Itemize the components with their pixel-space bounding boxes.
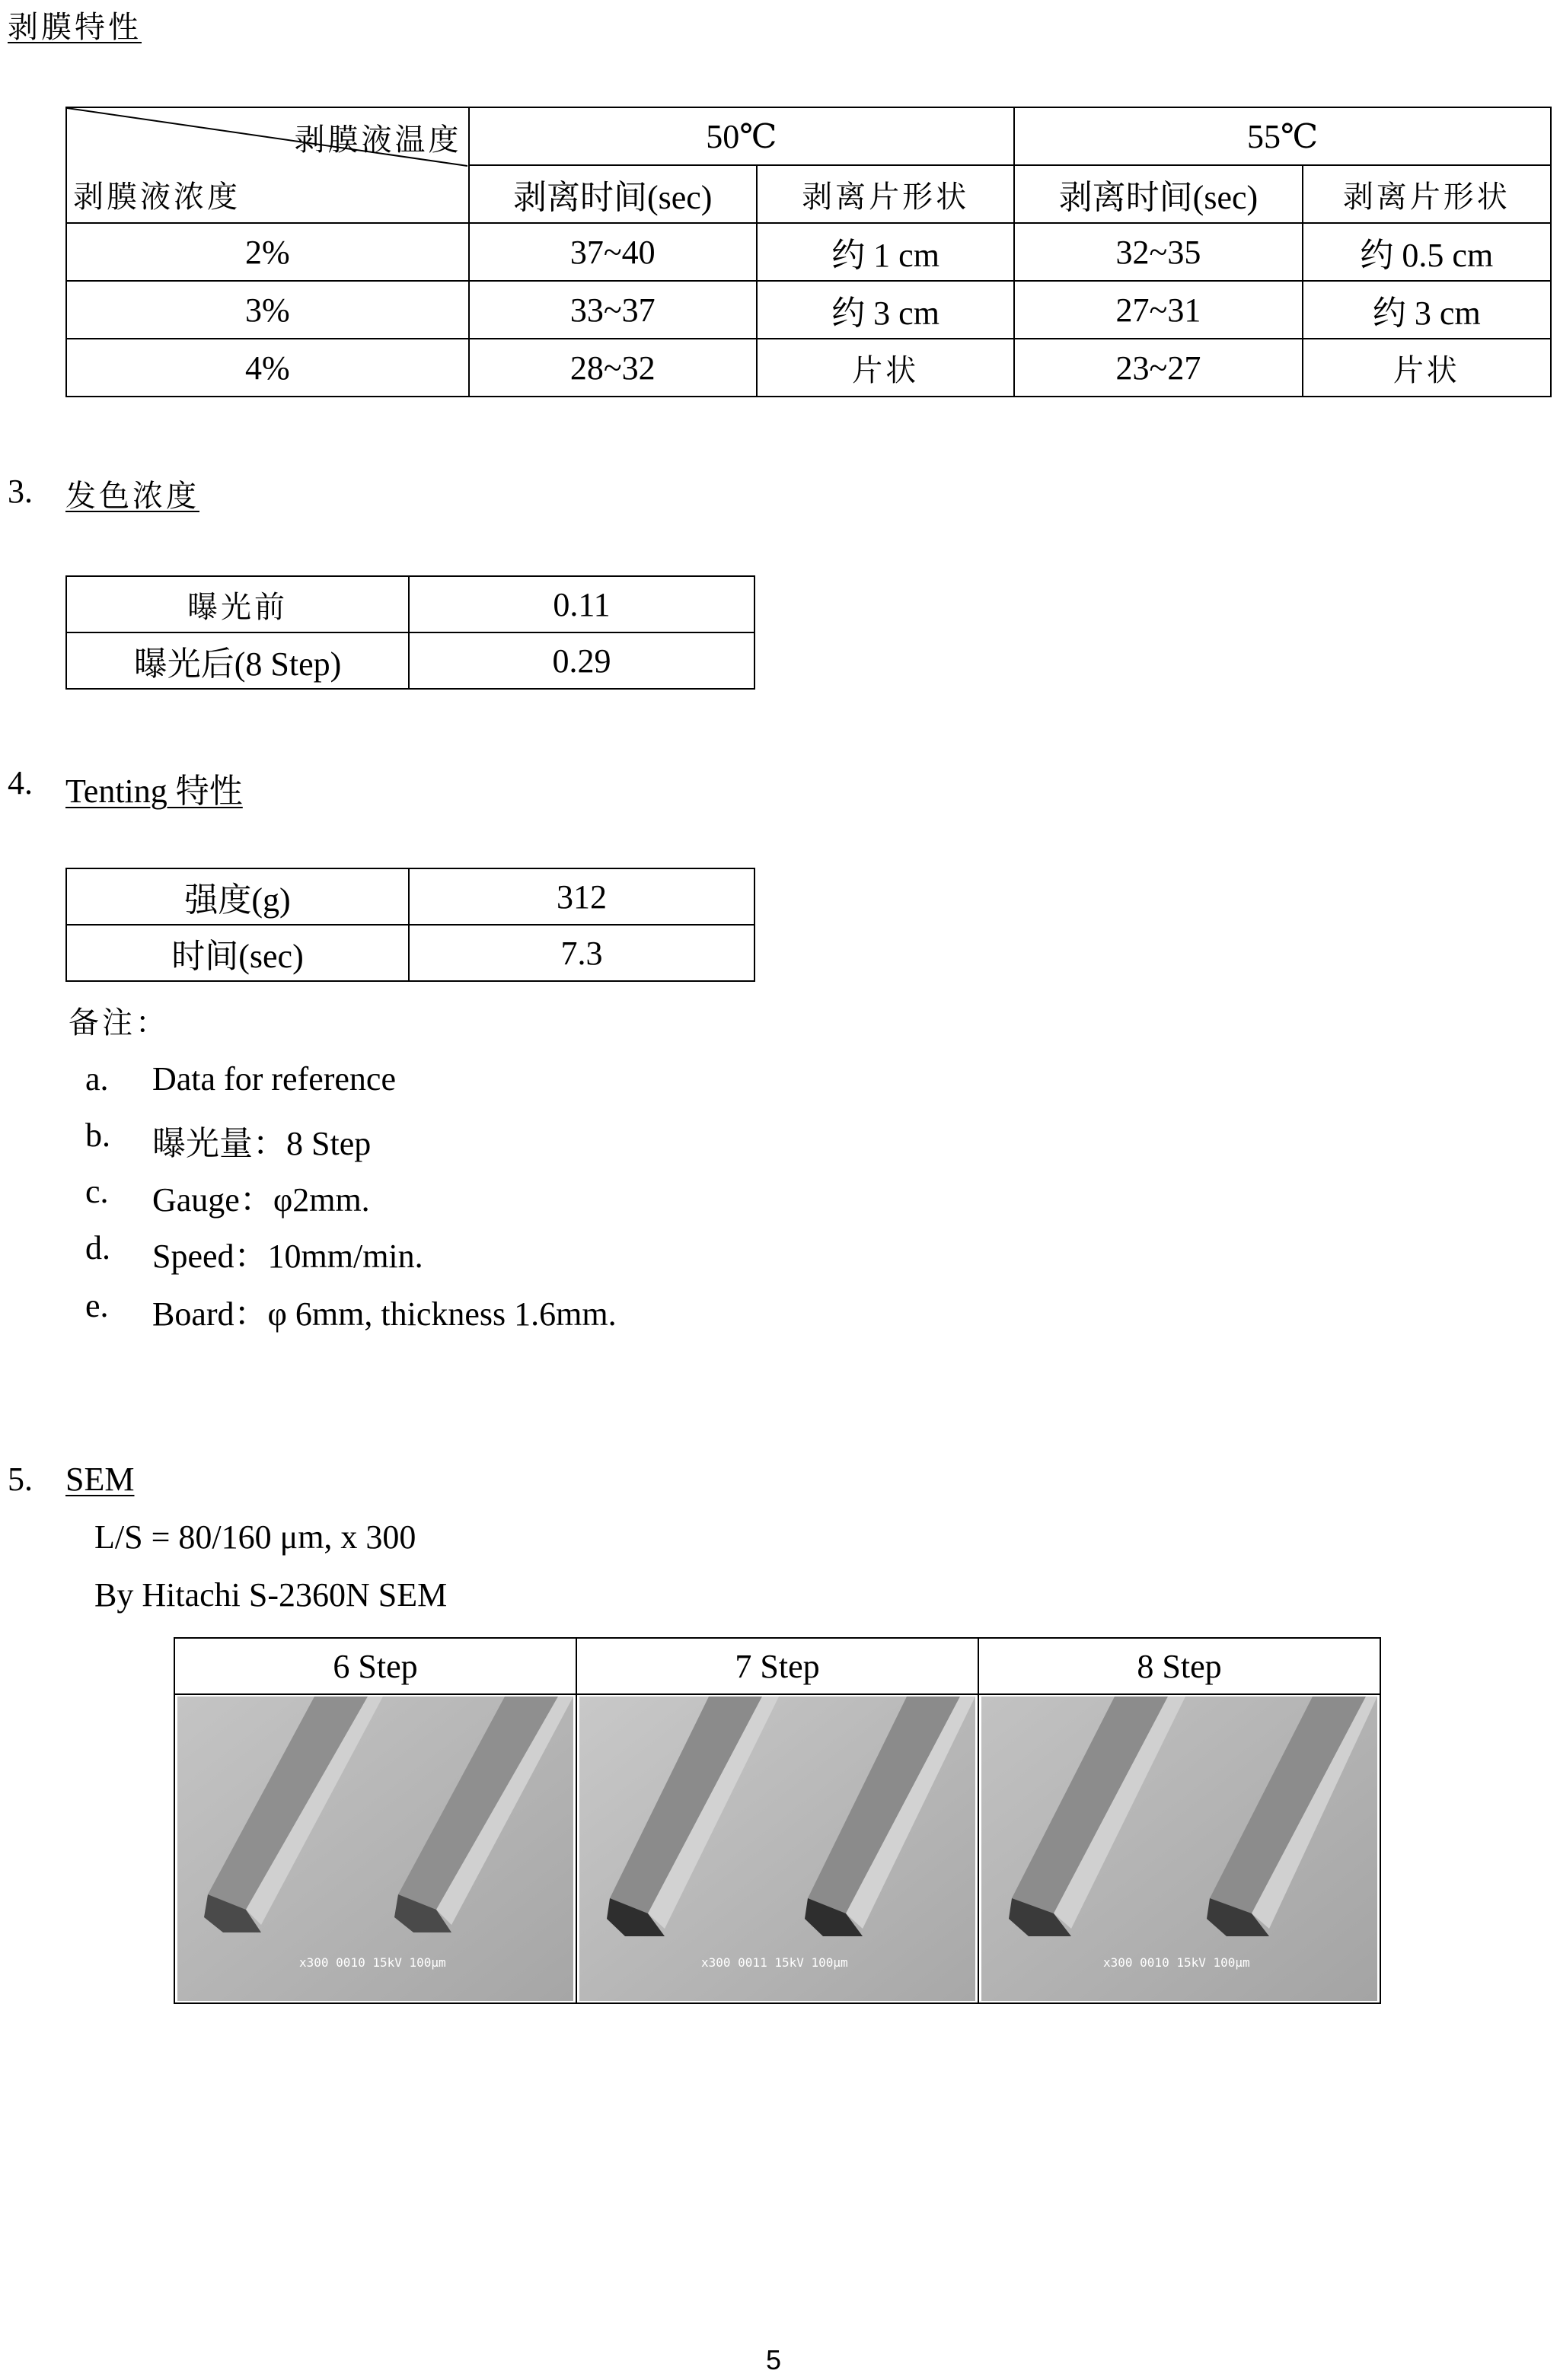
sem-image-6-step (177, 1697, 573, 2001)
color-density-table (65, 575, 755, 690)
tenting-table (65, 868, 755, 982)
sem-instrument: By Hitachi S-2360N SEM (94, 1576, 448, 1614)
cell-time-55: 32~35 (1014, 223, 1302, 281)
stripping-table (65, 107, 1552, 397)
cell-value: 312 (409, 868, 754, 925)
header-temperature: 剥膜液温度 (294, 123, 462, 158)
table-row (66, 925, 754, 981)
sem-caption-6-step: x300 0010 15kV 100μm (299, 1955, 446, 1970)
cell-time-50: 28~32 (469, 339, 757, 397)
diagonal-header-cell (66, 107, 469, 223)
cell-shape-55: 约 0.5 cm (1303, 223, 1551, 281)
cell-label: 强度(g) (66, 868, 409, 925)
cell-label-text: 曝光后(8 Step) (133, 645, 342, 683)
note-label: c. (85, 1173, 109, 1210)
table-row (66, 868, 754, 925)
cell-concentration: 4% (66, 339, 469, 397)
sem-header-7-step: 7 Step (576, 1638, 978, 1694)
section-number-3: 3. (8, 473, 33, 510)
subheader-shape-50: 剥离片形状 (757, 165, 1014, 223)
table-row (66, 339, 1551, 397)
section-number-5: 5. (8, 1461, 33, 1498)
page-number: 5 (766, 2344, 782, 2375)
header-temp-55: 55℃ (1014, 107, 1551, 165)
note-label: a. (85, 1060, 109, 1098)
note-label: e. (85, 1287, 109, 1324)
note-text: Speed：10mm/min. (152, 1238, 423, 1275)
cell-shape-50: 约 3 cm (757, 281, 1014, 339)
cell-shape-55: 约 3 cm (1303, 281, 1551, 339)
cell-concentration: 2% (66, 223, 469, 281)
sem-table (174, 1637, 1381, 2004)
sem-cell (576, 1694, 978, 2003)
notes-title: 备注： (69, 1005, 169, 1040)
note-label: d. (85, 1229, 110, 1266)
sem-image-7-step (579, 1697, 975, 2001)
cell-time-50: 37~40 (469, 223, 757, 281)
sem-image-8-step (981, 1697, 1377, 2001)
sem-cell (978, 1694, 1380, 2003)
section-title-tenting: Tenting 特性 (65, 773, 243, 810)
cell-concentration: 3% (66, 281, 469, 339)
cell-shape-50: 约 1 cm (757, 223, 1014, 281)
note-text: Gauge：φ2mm. (152, 1181, 370, 1219)
cell-value: 0.11 (409, 576, 754, 632)
cell-value: 0.29 (409, 632, 754, 689)
table-row (66, 281, 1551, 339)
cell-time-50: 33~37 (469, 281, 757, 339)
cell-shape-50: 片状 (757, 339, 1014, 397)
sem-header-6-step: 6 Step (174, 1638, 576, 1694)
section-title-stripping: 剥膜特性 (8, 10, 142, 45)
subheader-shape-55: 剥离片形状 (1303, 165, 1551, 223)
note-text: Data for reference (152, 1060, 396, 1098)
note-text: 曝光量：8 Step (152, 1125, 372, 1162)
cell-shape-55: 片状 (1303, 339, 1551, 397)
sem-header-8-step: 8 Step (978, 1638, 1380, 1694)
table-row (66, 223, 1551, 281)
section-title-color-density: 发色浓度 (65, 479, 199, 514)
note-text: Board：φ 6mm, thickness 1.6mm. (152, 1295, 617, 1333)
sem-line-spacing: L/S = 80/160 μm, x 300 (94, 1518, 416, 1556)
subheader-time-55: 剥离时间(sec) (1014, 165, 1302, 223)
sem-caption-7-step: x300 0011 15kV 100μm (701, 1955, 848, 1970)
cell-label (66, 632, 409, 689)
cell-label: 时间(sec) (66, 925, 409, 981)
cell-label: 曝光前 (66, 576, 409, 632)
cell-value: 7.3 (409, 925, 754, 981)
section-title-sem: SEM (65, 1461, 135, 1498)
sem-caption-8-step: x300 0010 15kV 100μm (1103, 1955, 1250, 1970)
cell-time-55: 23~27 (1014, 339, 1302, 397)
header-temp-50: 50℃ (469, 107, 1015, 165)
section-number-4: 4. (8, 764, 33, 801)
cell-time-55: 27~31 (1014, 281, 1302, 339)
note-label: b. (85, 1117, 110, 1154)
subheader-time-50: 剥离时间(sec) (469, 165, 757, 223)
table-row (66, 632, 754, 689)
sem-cell (174, 1694, 576, 2003)
table-row (66, 576, 754, 632)
header-concentration: 剥膜液浓度 (73, 180, 241, 215)
